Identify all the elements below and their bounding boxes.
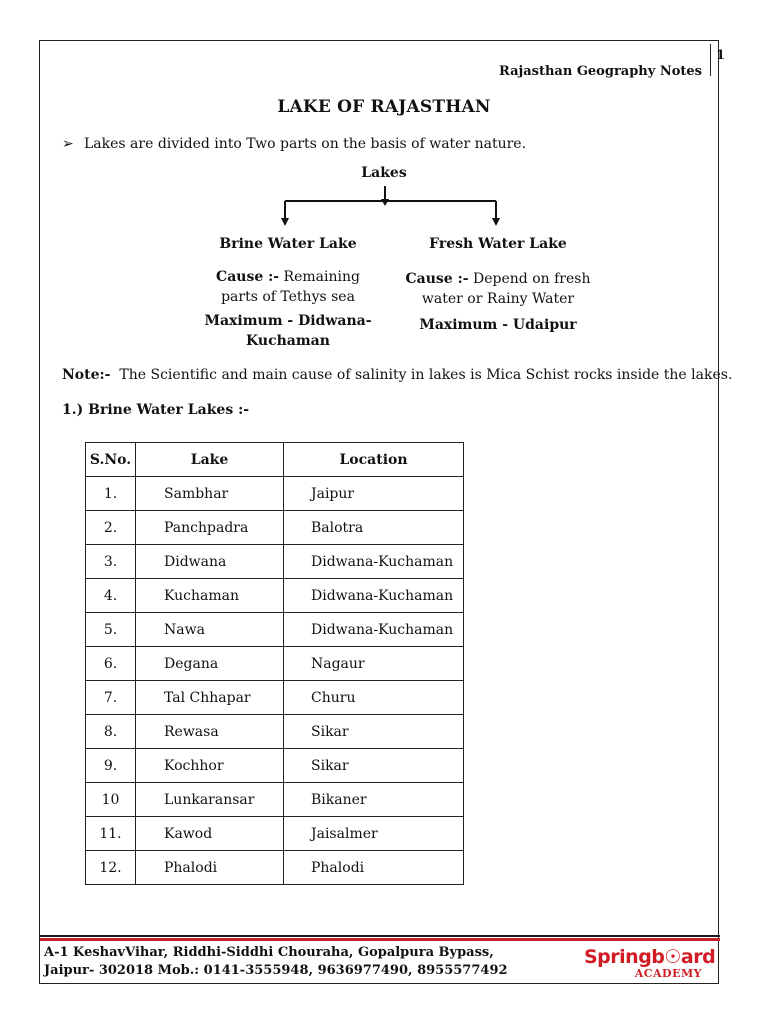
arrow-bullet-icon: ➢ <box>62 136 74 152</box>
brine-lakes-table <box>85 442 464 885</box>
cell-location: Bikaner <box>284 783 464 817</box>
table-row <box>86 817 464 851</box>
cell-lake: Phalodi <box>136 851 284 885</box>
cell-location: Didwana-Kuchaman <box>284 579 464 613</box>
cell-lake: Kochhor <box>136 749 284 783</box>
cell-location: Jaipur <box>284 477 464 511</box>
table-row <box>86 783 464 817</box>
cell-location: Sikar <box>284 749 464 783</box>
cell-location: Didwana-Kuchaman <box>284 613 464 647</box>
table-row <box>86 579 464 613</box>
cell-lake: Panchpadra <box>136 511 284 545</box>
cell-location: Phalodi <box>284 851 464 885</box>
section-heading: 1.) Brine Water Lakes :- <box>62 402 250 418</box>
page-number: 1 <box>716 48 726 63</box>
table-row <box>86 749 464 783</box>
cell-location: Nagaur <box>284 647 464 681</box>
table-row <box>86 613 464 647</box>
footer-address-line1: A-1 KeshavVihar, Riddhi-Siddhi Chouraha, Gopalpura Bypass, <box>44 945 494 960</box>
table-row <box>86 545 464 579</box>
cell-sno: 12. <box>86 851 136 885</box>
table-row <box>86 647 464 681</box>
header-title: Rajasthan Geography Notes <box>498 64 702 79</box>
cell-lake: Didwana <box>136 545 284 579</box>
cell-lake: Nawa <box>136 613 284 647</box>
brine-water-branch <box>178 234 398 351</box>
fresh-maximum-line1: Maximum - Udaipur <box>419 317 577 333</box>
cell-sno: 9. <box>86 749 136 783</box>
cell-sno: 2. <box>86 511 136 545</box>
diagram-left-arrowhead <box>281 218 289 226</box>
footer-address <box>44 944 508 980</box>
footer-divider-dark <box>40 935 720 937</box>
cell-location: Churu <box>284 681 464 715</box>
note-paragraph <box>62 367 732 383</box>
diagram-right-arrowhead <box>492 218 500 226</box>
footer-divider-accent <box>40 938 720 941</box>
cell-sno: 5. <box>86 613 136 647</box>
footer-address-line2: Jaipur- 302018 Mob.: 0141-3555948, 9636977490, 8955577492 <box>44 963 508 978</box>
cell-location: Jaisalmer <box>284 817 464 851</box>
brine-cause-line1: Cause :- Remaining <box>216 269 360 285</box>
cell-sno: 6. <box>86 647 136 681</box>
column-header-lake: Lake <box>136 443 284 477</box>
cell-sno: 11. <box>86 817 136 851</box>
cell-lake: Degana <box>136 647 284 681</box>
brine-water-title: Brine Water Lake <box>219 236 357 252</box>
fresh-water-title: Fresh Water Lake <box>429 236 567 252</box>
cell-lake: Lunkaransar <box>136 783 284 817</box>
cell-lake: Rewasa <box>136 715 284 749</box>
cell-lake: Kawod <box>136 817 284 851</box>
diagram-root-label: Lakes <box>361 165 407 181</box>
note-text: The Scientific and main cause of salinity in lakes is Mica Schist rocks inside the lakes. <box>119 367 733 383</box>
note-label: Note:- <box>62 367 111 383</box>
brine-cause-line2: parts of Tethys sea <box>221 289 355 305</box>
cell-sno: 7. <box>86 681 136 715</box>
cell-location: Balotra <box>284 511 464 545</box>
table-row <box>86 715 464 749</box>
brine-cause-label: Cause :- <box>216 269 280 285</box>
cell-sno: 3. <box>86 545 136 579</box>
intro-text: Lakes are divided into Two parts on the basis of water nature. <box>84 136 527 152</box>
fresh-cause-line2: water or Rainy Water <box>421 291 575 307</box>
fresh-cause-line1: Cause :- Depend on fresh <box>405 271 591 287</box>
cell-sno: 8. <box>86 715 136 749</box>
column-header-sno: S.No. <box>86 443 136 477</box>
table-header-row <box>86 443 464 477</box>
cell-sno: 1. <box>86 477 136 511</box>
logo-brand-text: Springb☉ard <box>584 946 716 968</box>
table-row <box>86 851 464 885</box>
page-title: LAKE OF RAJASTHAN <box>277 97 491 117</box>
cell-lake: Sambhar <box>136 477 284 511</box>
cell-lake: Kuchaman <box>136 579 284 613</box>
brine-maximum-line1: Maximum - Didwana- <box>204 313 372 329</box>
cell-lake: Tal Chhapar <box>136 681 284 715</box>
cell-location: Sikar <box>284 715 464 749</box>
table-row <box>86 477 464 511</box>
table-row <box>86 681 464 715</box>
column-header-location: Location <box>284 443 464 477</box>
cell-sno: 4. <box>86 579 136 613</box>
cell-sno: 10 <box>86 783 136 817</box>
logo-sub-text: ACADEMY <box>634 967 702 980</box>
diagram-root-arrowhead <box>381 199 389 206</box>
brine-maximum-line2: Kuchaman <box>246 333 330 349</box>
cell-location: Didwana-Kuchaman <box>284 545 464 579</box>
fresh-cause-label: Cause :- <box>405 271 469 287</box>
springboard-academy-logo <box>584 946 716 980</box>
fresh-water-branch <box>388 234 608 335</box>
table-row <box>86 511 464 545</box>
